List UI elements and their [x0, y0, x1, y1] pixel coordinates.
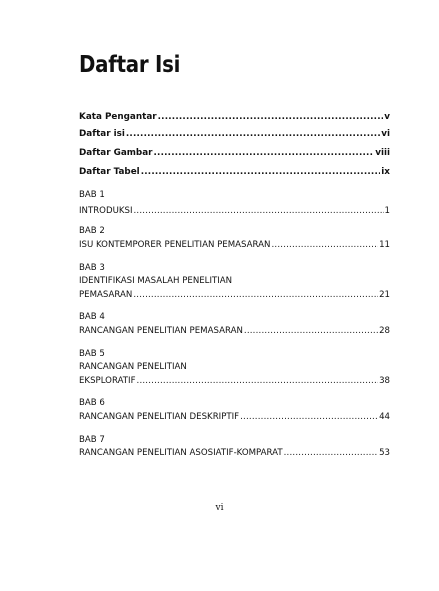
toc-entry-daftar-gambar[interactable]	[79, 148, 390, 159]
toc-entry-bab-3[interactable]	[79, 290, 390, 301]
toc-entry-bab-1[interactable]	[79, 206, 390, 217]
chapter-number: BAB 6	[79, 398, 105, 408]
chapter-number: BAB 1	[79, 190, 105, 200]
chapter-title-line: IDENTIFIKASI MASALAH PENELITIAN	[79, 276, 233, 286]
dot-leader	[126, 129, 380, 140]
toc-entry-label: ISU KONTEMPORER PENELITIAN PEMASARAN	[79, 240, 271, 250]
toc-entry-label: EKSPLORATIF	[79, 376, 136, 386]
toc-entry-label: PEMASARAN	[79, 290, 133, 300]
dot-leader	[240, 412, 378, 423]
toc-entry-kata-pengantar[interactable]	[79, 112, 390, 123]
chapter-number: BAB 4	[79, 312, 105, 322]
toc-entry-page: 1	[384, 206, 390, 216]
dot-leader	[158, 112, 384, 123]
chapter-number: BAB 2	[79, 226, 105, 236]
toc-entry-label: INTRODUKSI	[79, 206, 133, 216]
dot-leader	[133, 206, 383, 217]
toc-entry-label: RANCANGAN PENELITIAN DESKRIPTIF	[79, 412, 240, 422]
toc-entry-page: vi	[381, 129, 390, 139]
toc-entry-daftar-isi[interactable]	[79, 129, 390, 140]
toc-entry-label: Daftar isi	[79, 129, 125, 139]
dot-leader	[154, 148, 375, 159]
toc-entry-bab-4[interactable]	[79, 326, 390, 337]
dot-leader	[284, 448, 378, 459]
dot-leader	[244, 326, 378, 337]
toc-entry-page: 53	[379, 448, 390, 458]
toc-entry-page: v	[384, 112, 390, 122]
toc-entry-page: 21	[379, 290, 390, 300]
toc-entry-bab-6[interactable]	[79, 412, 390, 423]
toc-entry-label: RANCANGAN PENELITIAN PEMASARAN	[79, 326, 243, 336]
toc-entry-bab-5[interactable]	[79, 376, 390, 387]
toc-entry-bab-7[interactable]	[79, 448, 390, 459]
toc-entry-label: Daftar Gambar	[79, 148, 153, 158]
dot-leader	[271, 240, 378, 251]
page-title: Daftar Isi	[79, 52, 181, 78]
toc-entry-page: viii	[375, 148, 390, 158]
toc-entry-page: 28	[379, 326, 390, 336]
toc-entry-page: 44	[379, 412, 390, 422]
toc-entry-page: 38	[379, 376, 390, 386]
chapter-number: BAB 7	[79, 435, 105, 445]
toc-entry-bab-2[interactable]	[79, 240, 390, 251]
toc-entry-page: 11	[379, 240, 390, 250]
dot-leader	[141, 167, 381, 178]
toc-entry-label: Daftar Tabel	[79, 167, 140, 177]
chapter-number: BAB 3	[79, 263, 105, 273]
dot-leader	[137, 376, 379, 387]
page-number: vi	[215, 503, 224, 513]
chapter-title-line: RANCANGAN PENELITIAN	[79, 362, 187, 372]
chapter-number: BAB 5	[79, 349, 105, 359]
toc-entry-daftar-tabel[interactable]	[79, 167, 390, 178]
toc-entry-page: ix	[381, 167, 390, 177]
toc-entry-label: RANCANGAN PENELITIAN ASOSIATIF-KOMPARAT	[79, 448, 283, 458]
dot-leader	[133, 290, 378, 301]
toc-entry-label: Kata Pengantar	[79, 112, 157, 122]
